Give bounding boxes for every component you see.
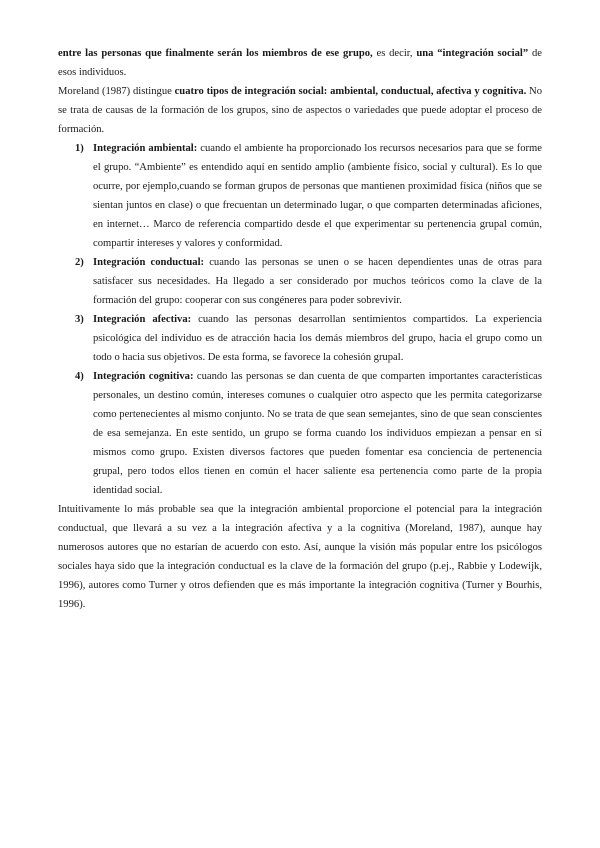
list-item-title: Integración conductual: <box>93 257 205 268</box>
intro-bold-a: entre las personas que finalmente serán los miembros de ese grupo, <box>58 48 373 59</box>
moreland-text-a: Moreland (1987) distingue <box>58 86 175 97</box>
list-item <box>58 253 542 310</box>
list-item-text: cuando las personas se dan cuenta de que comparten importantes características personales, un destino común, intereses comunes o cualquier otro aspecto que les permita categorizarse como pertenecientes al mismo conjunto. No se trata de que sean semejantes, sino de que sean conscientes de esa semejanza. En este sentido, un grupo se forma cuando los individuos empiezan a pensar en sí mismos como grupo. Existen diversos factores que pueden fomentar esa conciencia de pertenencia grupal, pero todos ellos tienen en común el hacer saliente esa pertenencia como parte de la propia identidad social. <box>93 371 542 496</box>
conclusion-paragraph: Intuitivamente lo más probable sea que la integración ambiental proporcione el potencial para la integración conductual, que llevará a su vez a la integración afectiva y a la cognitiva (Moreland, 1987), aunque hay numerosos autores que no estarían de acuerdo con esto. Así, aunque la visión más popular entre los psicólogos sociales haya sido que la integración conductual es la clave de la formación del grupo (p.ej., Rabbie y Lodewijk, 1996), autores como Turner y otros defienden que es más importante la integración cognitiva (Turner y Bourhis, 1996). <box>58 504 542 610</box>
intro-paragraph <box>58 44 542 82</box>
intro-bold-b: una “integración social” <box>416 48 529 59</box>
list-item <box>58 310 542 367</box>
integration-types-list <box>58 139 542 500</box>
list-item-text: cuando las personas desarrollan sentimientos compartidos. La experiencia psicológica del individuo es de atracción hacia los demás miembros del grupo, hacia el grupo como un todo o hacia sus objetivos. De esta forma, se favorece la cohesión grupal. <box>93 314 542 363</box>
list-item-text: cuando las personas se unen o se hacen dependientes unas de otras para satisfacer sus necesidades. Ha llegado a ser considerado por muchos teóricos como la clave de la formación del grupo: cooperar con sus congéneres para poder sobrevivir. <box>93 257 542 306</box>
list-item-number: 4) <box>75 371 84 382</box>
list-item-title: Integración ambiental: <box>93 143 198 154</box>
intro-text-a: es decir, <box>372 48 417 59</box>
moreland-bold-a: cuatro tipos de integración social: ambiental, conductual, afectiva y cognitiva. <box>174 86 527 97</box>
list-item <box>58 367 542 500</box>
moreland-paragraph <box>58 82 542 139</box>
list-item-text: cuando el ambiente ha proporcionado los recursos necesarios para que se forme el grupo. “Ambiente” es entendido aquí en sentido amplio (ambiente físico, social y cultural). Es lo que ocurre, por ejemplo,cuando se forman grupos de personas que mantienen proximidad física (niños que se sientan juntos en clase) o que frecuentan un determinado lugar, o que comparten determinadas aficiones, en internet… Marco de referencia compartido desde el que experimentar su pertenencia grupal común, compartir intereses y valores y conformidad. <box>93 143 542 249</box>
list-item-number: 1) <box>75 143 84 154</box>
list-item-title: Integración afectiva: <box>93 314 192 325</box>
list-item <box>58 139 542 253</box>
moreland-text-b: No se trata de causas de la formación de los grupos, sino de aspectos o variedades que puede adoptar el proceso de formación. <box>58 86 542 135</box>
list-item-title: Integración cognitiva: <box>93 371 194 382</box>
list-item-number: 2) <box>75 257 84 268</box>
list-item-number: 3) <box>75 314 84 325</box>
intro-text-b: de esos individuos. <box>58 48 542 78</box>
